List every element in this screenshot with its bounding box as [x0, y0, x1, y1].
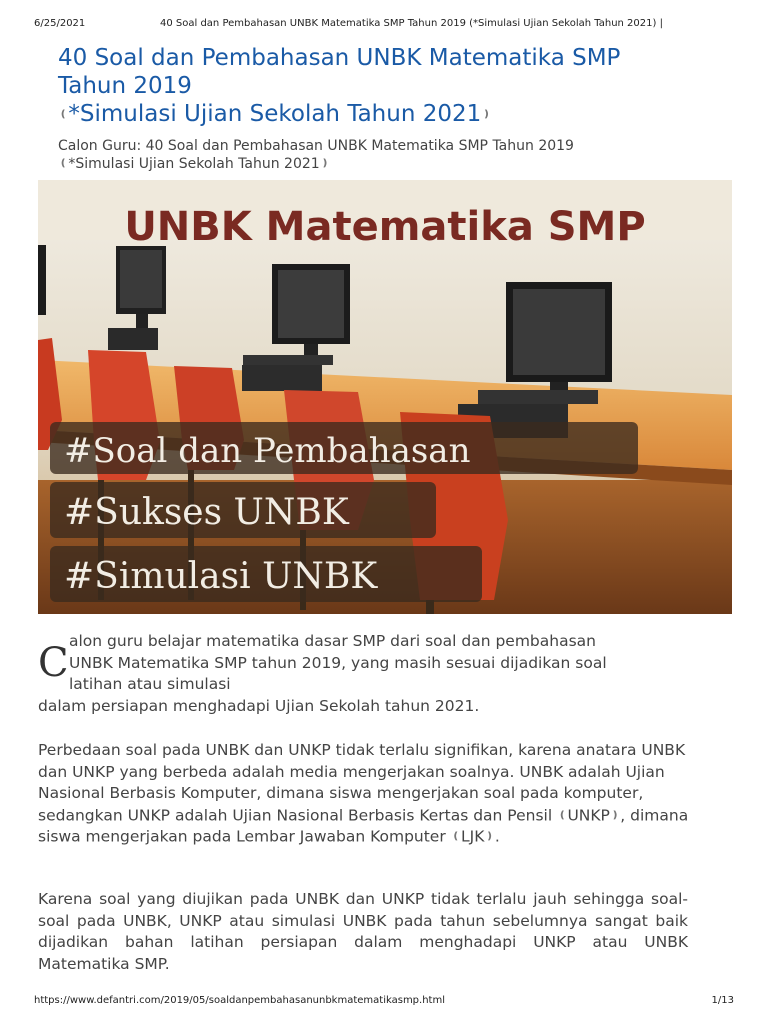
- computer-case-icon: [108, 328, 158, 350]
- print-page-title: 40 Soal dan Pembahasan UNBK Matematika SMP Tahun 2019 (*Simulasi Ujian Sekolah Tahun 2021) |: [160, 18, 663, 29]
- subtitle-line-2: *Simulasi Ujian Sekolah Tahun 2021: [68, 156, 320, 172]
- p2-end: .: [494, 827, 500, 846]
- paren-close-icon: ❫: [320, 158, 330, 169]
- hero-heading: UNBK Matematika SMP: [124, 204, 646, 250]
- p2-text: Perbedaan soal pada UNBK dan UNKP tidak terlalu signifikan, karena anatara UNBK dan UNKP yang berbeda adalah media mengerjakan soalnya. UNBK adalah Ujian Nasional Berbasis Komputer, dimana siswa mengerjakan soal pada komputer, sedangkan UNKP adalah Ujian Nasional Berbasis Kertas dan Pensil: [38, 741, 686, 824]
- page-number: 1/13: [711, 995, 734, 1006]
- drop-cap: C: [38, 640, 69, 686]
- title-line-2: Tahun 2019: [58, 73, 192, 99]
- paren-open-icon: ❪: [59, 108, 68, 120]
- intro-line-3: latihan atau simulasi: [69, 675, 231, 693]
- title-line-3: *Simulasi Ujian Sekolah Tahun 2021: [68, 101, 482, 127]
- hero-image: [38, 180, 732, 614]
- paragraph-reason: Karena soal yang diujikan pada UNBK dan UNKP tidak terlalu jauh sehingga soal-soal pada UNBK, UNKP atau simulasi UNBK pada tahun sebelumnya sangat baik dijadikan bahan latihan persiapan dalam menghadapi UNKP atau UNBK Matematika SMP.: [38, 890, 688, 973]
- intro-line-1: alon guru belajar matematika dasar SMP dari soal dan pembahasan: [69, 632, 596, 650]
- keyboard-icon: [243, 355, 333, 365]
- article-title: [58, 44, 718, 129]
- hero-image-svg: [38, 180, 732, 614]
- paren-close-icon: ❫: [482, 108, 491, 120]
- p2-unkp: UNKP: [567, 805, 610, 824]
- print-url: https://www.defantri.com/2019/05/soaldanpembahasanunbkmatematikasmp.html: [34, 995, 445, 1006]
- tag-simulasi-unbk: #Simulasi UNBK: [64, 556, 378, 597]
- p2-ljk: LJK: [461, 827, 485, 846]
- paren-close-icon: ❫: [485, 831, 494, 843]
- p2-mid: , dimana siswa mengerjakan pada Lembar Jawaban Komputer: [38, 805, 689, 846]
- computer-case-icon: [242, 365, 322, 391]
- subtitle-line-2-wrap: [58, 155, 718, 173]
- paren-open-icon: ❪: [451, 831, 461, 843]
- subtitle-line-1: Calon Guru: 40 Soal dan Pembahasan UNBK Matematika SMP Tahun 2019: [58, 138, 574, 154]
- title-line-1: 40 Soal dan Pembahasan UNBK Matematika SMP: [58, 45, 621, 71]
- tag-soal-pembahasan: #Soal dan Pembahasan: [64, 431, 471, 471]
- intro-line-4: dalam persiapan menghadapi Ujian Sekolah tahun 2021.: [38, 696, 480, 715]
- title-line-3-wrap: [58, 100, 718, 129]
- monitor-icon: [38, 245, 46, 315]
- paragraph-intro: [38, 631, 710, 717]
- keyboard-icon: [478, 390, 598, 404]
- intro-line-2: UNBK Matematika SMP tahun 2019, yang masih sesuai dijadikan soal: [69, 653, 607, 672]
- paren-open-icon: ❪: [59, 158, 68, 169]
- article-subtitle: [58, 137, 718, 173]
- tag-sukses-unbk: #Sukses UNBK: [64, 492, 349, 533]
- paren-close-icon: ❫: [610, 809, 620, 821]
- paragraph-unbk-unkp: [38, 740, 710, 848]
- paren-open-icon: ❪: [558, 809, 567, 821]
- print-date: 6/25/2021: [34, 18, 86, 29]
